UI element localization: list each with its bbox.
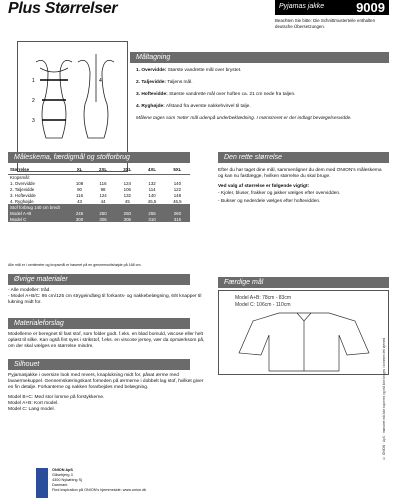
table-cell: 44 [100, 198, 106, 204]
material-title: Materialeforslag [8, 318, 190, 329]
table-cell: 3. Hoftevidde [10, 192, 36, 198]
size-table [8, 166, 190, 222]
silhouet-title: Silhouet [8, 359, 190, 370]
overvidde-text: Største vandrette mål over brystet. [167, 68, 242, 73]
silhouet-model-note: Model C: Lang model. [8, 407, 55, 412]
right-size-bullet: - Kjoler, bluser, frakker og jakker vælges efter overvidden. [218, 191, 341, 196]
finished-figure-box [218, 290, 389, 375]
table-cell: 1. Overvidde [10, 180, 35, 186]
right-size-para: Efter du har taget dine mål, sammenligner du dem med ONION's måleskema og kan nu fastlægge, hvilken størrelse du skal bruge. [218, 168, 382, 179]
table-cell: 122 [173, 186, 182, 192]
table-cell: 116 [76, 192, 84, 198]
table-cell: Model A+B [8, 210, 68, 216]
pattern-number: 9009 [356, 0, 385, 15]
svg-text:4: 4 [99, 78, 102, 84]
table-cell: 90 [77, 186, 82, 192]
maaltagning-title: Måltagning [130, 52, 389, 63]
size-header: 2XL [91, 166, 115, 174]
measurement-note: Målene tages som 'nette' mål udenpå underbeklædning. I mønstreret er der indlagt bevægelsesvidde. [136, 116, 352, 121]
table-cell: 108 [75, 180, 84, 186]
overvidde-label: 1. Overvidde: [136, 68, 167, 73]
table-cell: 4. Ryghøjde [10, 198, 34, 204]
svg-text:2: 2 [32, 98, 35, 104]
other-materials-item: - Alle modeller: tråd. [8, 288, 51, 293]
table-cell: 2. Taljevidde [10, 186, 35, 192]
table-cell: 315 [165, 216, 190, 222]
size-header: 5XL [165, 166, 190, 174]
table-cell: 148 [173, 192, 182, 198]
measurement-instructions [136, 68, 388, 128]
table-cell: 140 [173, 180, 182, 186]
table-cell: 300 [68, 216, 91, 222]
svg-text:3: 3 [32, 118, 35, 124]
table-cell: 305 [115, 216, 139, 222]
footer-address [52, 468, 146, 493]
table-row [8, 216, 190, 222]
table-cell: 132 [148, 180, 156, 186]
table-cell: 116 [99, 180, 107, 186]
table-cell: 310 [139, 216, 164, 222]
right-size-title: Den rette størrelse [218, 152, 389, 163]
table-cell: 305 [91, 216, 115, 222]
table-cell: 45,5 [147, 198, 157, 204]
size-header: XL [68, 166, 91, 174]
table-cell: 250 [115, 210, 139, 216]
table-cell: 132 [123, 192, 131, 198]
street: Gåsebjerg 3 [52, 473, 73, 477]
table-cell: 250 [91, 210, 115, 216]
table-cell: 255 [139, 210, 164, 216]
taljevidde-text: Taljens mål. [167, 80, 193, 85]
product-header [275, 0, 389, 15]
table-cell: 260 [165, 210, 190, 216]
material-text: Modellerne er beregnet til fast stof, som folder godt. f.eks. en blød bomuld, viscose eller helt opløst til silke. Kan også fint syes i strikstof, f.eks. en viscose jersey, vær da opmærksom på, om der skal vælges en størrelse mindre. [8, 332, 205, 349]
hoftevidde-text: Største vandrette mål over hoften ca. 21 cm nede fra taljen. [169, 92, 296, 97]
table-cell: 140 [148, 192, 156, 198]
right-size-bullet: - Bukser og nederdele vælges efter hoftevidden. [218, 199, 321, 204]
table-cell: 98 [100, 186, 106, 192]
silhouet-description: Pyjamasjakke i oversize look med revers, knaplukning midt for, påsat ærme med lavaermekuppel. Gennemskæringskant forneden på ærmerne i dobbelt lag stof, hvilket giver en fin detalje. Forkanterne og nakken forarbejdes med belægning. [8, 373, 204, 390]
finished-length-ab: Model A+B: 78cm - 83cm [235, 295, 291, 301]
table-cell: Model C [8, 216, 68, 222]
silhouet-text [8, 373, 208, 413]
finished-length-c: Model C: 106cm - 110cm [235, 302, 291, 308]
table-cell: 43 [77, 198, 82, 204]
table-cell: 45 [124, 198, 130, 204]
size-header: 4XL [139, 166, 164, 174]
size-header: Størrelse [8, 166, 68, 174]
table-cell: 114 [148, 186, 156, 192]
other-materials-text [8, 288, 208, 306]
company-name: ONION ApS [52, 468, 73, 472]
onion-logo [36, 468, 48, 498]
taljevidde-label: 2. Taljevidde: [136, 80, 167, 85]
ryghojde-text: Afstand fra øverste nakkehvirvel til talje. [165, 104, 251, 109]
website-line: Find inspiration på ONION's hjemmeside: www.onion.dk [52, 488, 147, 492]
country: Danmark [52, 483, 68, 487]
table-cell: 46,5 [173, 198, 182, 204]
copyright-side-text: © ONION · ApS · mønstret må ikke kopieres og må ikke bruges i kommercielt øjemed [382, 337, 386, 460]
jacket-flat-drawing [219, 291, 388, 374]
table-cell: 106 [123, 186, 131, 192]
size-header: 3XL [115, 166, 139, 174]
table-cell: 245 [68, 210, 91, 216]
page-title: Plus Størrelser [8, 0, 118, 17]
size-header-row [8, 166, 190, 174]
finished-title: Færdige mål [218, 277, 389, 288]
hoftevidde-label: 3. Hoftevidde: [136, 92, 168, 97]
silhouet-model-note: Model B+C: Med stor lomme på forstykkerne. [8, 395, 105, 400]
table-cell: 124 [99, 192, 107, 198]
svg-text:1: 1 [32, 78, 35, 84]
other-materials-item: - Model A+B/C: 95 cm/125 cm strygeindlæg til forkants- og nakkebelægning, 6/8 knapper til lukning midt for. [8, 294, 202, 305]
size-table-title: Måleskema, færdigmål og stofforbrug [8, 152, 190, 163]
city: 4300 Nykøbing Sj [52, 478, 82, 482]
right-size-text [218, 168, 388, 205]
body-measurements-label: Kropsmål: [10, 174, 30, 180]
fabric-usage-label: Stof forbrug 140 cm bredt [8, 204, 190, 210]
table-cell: 124 [123, 180, 131, 186]
other-materials-title: Øvrige materialer [8, 274, 190, 285]
product-name: Pyjamas jakke [279, 3, 325, 10]
ryghojde-label: 4. Ryghøjde: [136, 104, 165, 109]
german-note: Beachten Sie bitte: Die Schnittmusterteile enthalten deutsche Übersetzungen. [275, 18, 376, 29]
table-footnote: Alle mål er i centimeter og kropsmål er baseret på en gennemsnitshøjde på 168 cm. [8, 263, 142, 267]
right-size-important: Ved valg af størrelse er følgende vigtigt: [218, 184, 310, 189]
silhouet-model-note: Model A+B: Kort model. [8, 401, 59, 406]
